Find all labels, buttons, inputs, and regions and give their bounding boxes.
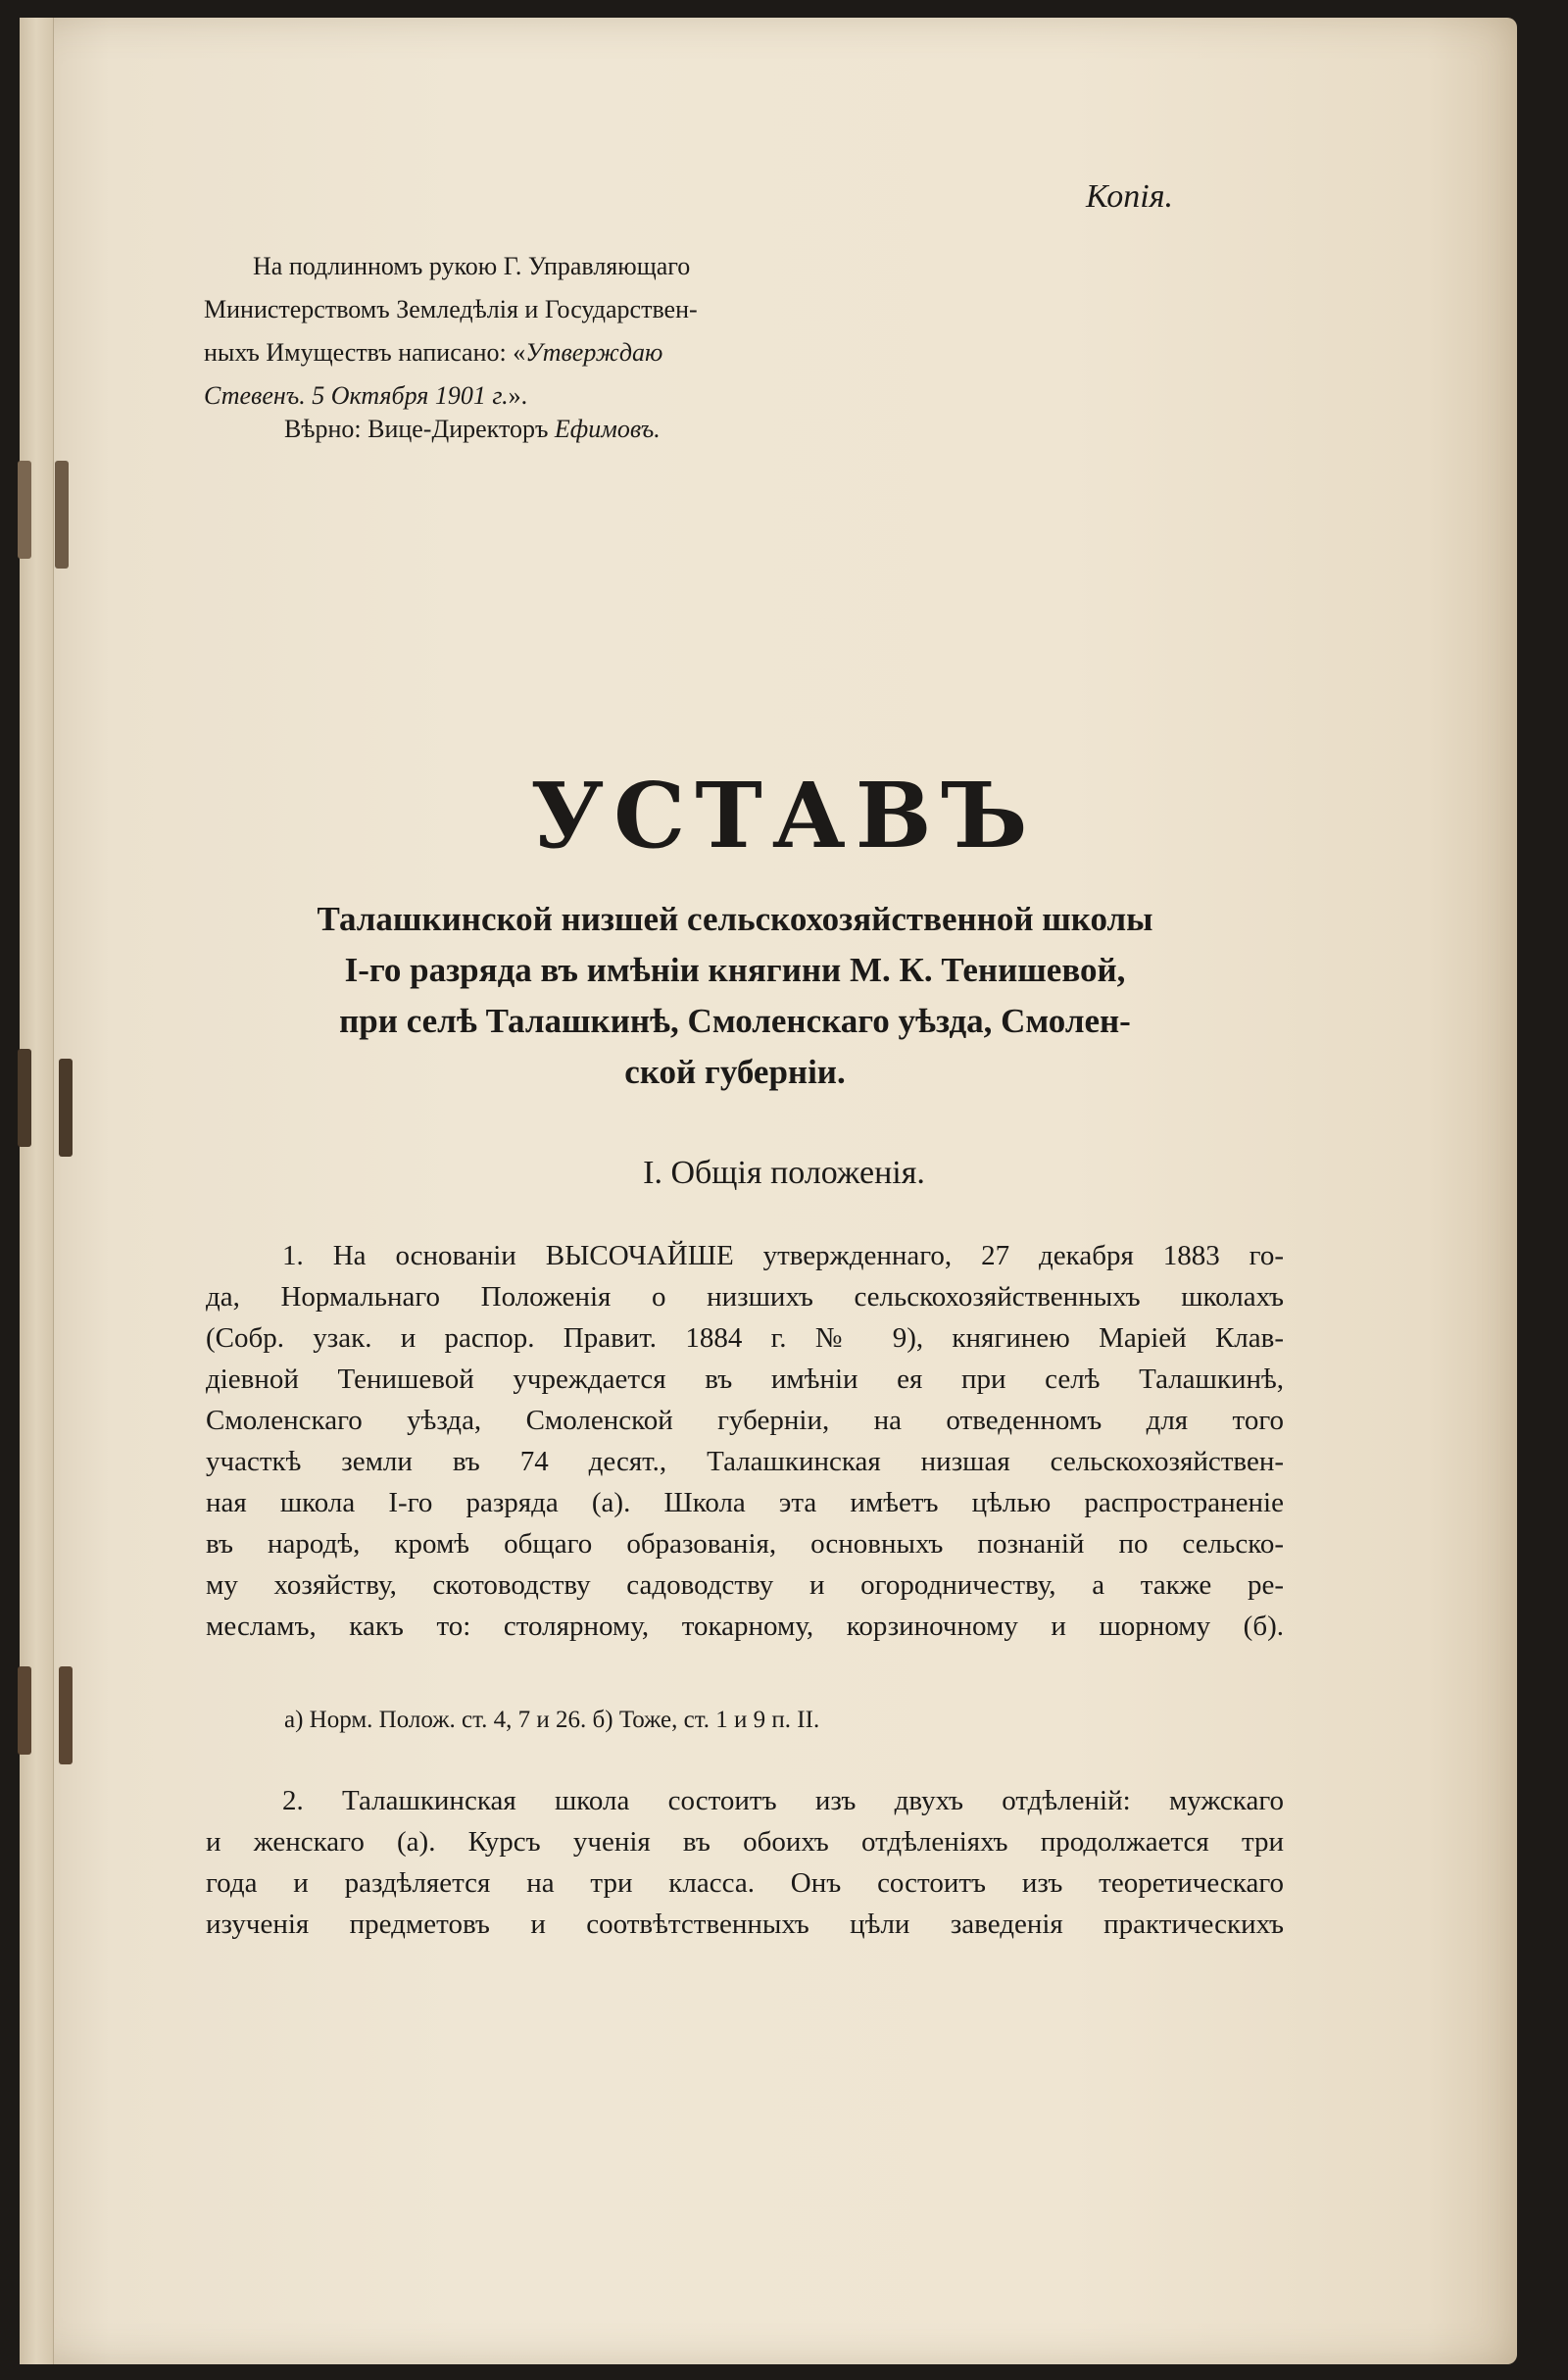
- paragraph-line: изученія предметовъ и соотвѣтственныхъ цѣли заведенія практическихъ: [206, 1909, 1284, 1940]
- paragraph-line: му хозяйству, скотоводству садоводству и огородничеству, а также ре-: [206, 1569, 1284, 1601]
- paragraph-line: (Собр. узак. и распор. Правит. 1884 г. № 9), княгинею Маріей Клав-: [206, 1322, 1284, 1354]
- paragraph-1: [206, 1235, 1284, 1647]
- binding-staple: [18, 461, 31, 559]
- subtitle-line: при селѣ Талашкинѣ, Смоленскаго уѣзда, Смолен-: [339, 1002, 1131, 1040]
- paragraph-line: участкѣ земли въ 74 десят., Талашкинская низшая сельскохозяйствен-: [206, 1446, 1284, 1477]
- binding-staple: [55, 461, 69, 569]
- paragraph-line: месламъ, какъ то: столярному, токарному, корзиночному и шорному (б).: [206, 1611, 1284, 1642]
- certifier-name: Ефимовъ.: [554, 415, 661, 443]
- subtitle-line: Талашкинской низшей сельскохозяйственной школы: [317, 900, 1153, 938]
- approval-note-line: Министерствомъ Земледѣлія и Государствен-: [204, 295, 698, 323]
- document-title: УСТАВЪ: [530, 763, 1038, 868]
- copy-mark: Копія.: [1086, 178, 1174, 215]
- section-title: I. Общія положенія.: [643, 1155, 925, 1191]
- paragraph-line: года и раздѣляется на три класса. Онъ состоитъ изъ теоретическаго: [206, 1867, 1284, 1899]
- binding-staple: [18, 1049, 31, 1147]
- paragraph-line: да, Нормальнаго Положенія о низшихъ сельскохозяйственныхъ школахъ: [206, 1281, 1284, 1313]
- paragraph-line: въ народѣ, кромѣ общаго образованія, основныхъ познаній по сельско-: [206, 1528, 1284, 1560]
- approval-note-line: [204, 331, 831, 374]
- approval-note: [204, 245, 831, 418]
- subtitle-line: ской губерніи.: [624, 1053, 846, 1091]
- approval-note-text: ныхъ Имуществъ написано: «: [204, 338, 526, 367]
- approval-note-line: [204, 374, 831, 418]
- paragraph-line: и женскаго (а). Курсъ ученія въ обоихъ отдѣленіяхъ продолжается три: [206, 1826, 1284, 1858]
- binding-staple: [59, 1059, 73, 1157]
- paragraph-line: Смоленскаго уѣзда, Смоленской губерніи, на отведенномъ для того: [206, 1405, 1284, 1436]
- binding-staple: [18, 1666, 31, 1755]
- paragraph-line: 2. Талашкинская школа состоитъ изъ двухъ отдѣленій: мужскаго: [282, 1785, 1284, 1816]
- approval-note-line: На подлинномъ рукою Г. Управляющаго: [253, 252, 691, 280]
- approval-signature-date: Стевенъ. 5 Октября 1901 г.: [204, 381, 509, 410]
- paragraph-2: [206, 1780, 1284, 1945]
- binding-staple: [59, 1666, 73, 1764]
- document-subtitle: [186, 894, 1284, 1098]
- certification-text: Вѣрно: Вице-Директоръ: [284, 415, 555, 443]
- footnote: а) Норм. Полож. ст. 4, 7 и 26. б) Тоже, ст. 1 и 9 п. II.: [284, 1707, 820, 1733]
- paragraph-line: діевной Тенишевой учреждается въ имѣніи ея при селѣ Талашкинѣ,: [206, 1364, 1284, 1395]
- paragraph-line: 1. На основаніи ВЫСОЧАЙШЕ утвержденнаго, 27 декабря 1883 го-: [282, 1240, 1284, 1271]
- certification-line: [284, 415, 661, 444]
- subtitle-line: I-го разряда въ имѣніи княгини М. К. Тенишевой,: [344, 951, 1126, 989]
- approval-note-text: ».: [508, 381, 528, 410]
- approval-resolution: Утверждаю: [525, 338, 663, 367]
- paragraph-line: ная школа I-го разряда (а). Школа эта имѣетъ цѣлью распространеніе: [206, 1487, 1284, 1518]
